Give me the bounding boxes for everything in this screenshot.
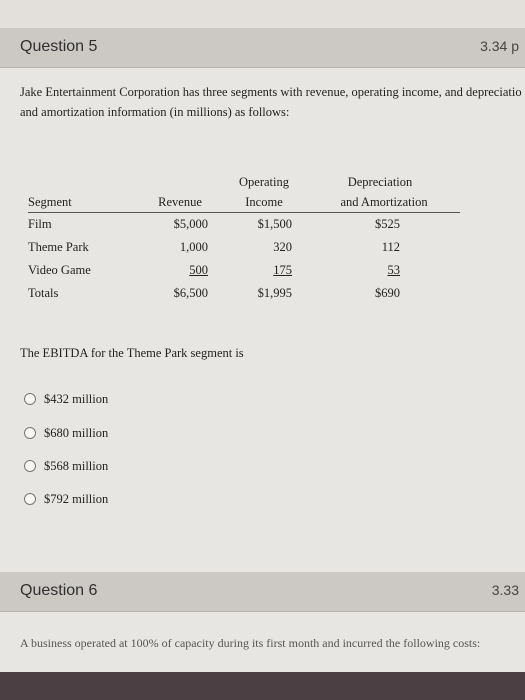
answer-option-4[interactable]: [24, 488, 108, 510]
radio-button[interactable]: [24, 427, 36, 439]
cell-operating-income: 320: [273, 240, 292, 254]
cell-depreciation: 112: [381, 240, 400, 254]
question-5-body: [0, 68, 525, 572]
answer-option-1[interactable]: [24, 388, 108, 410]
question-6-header: [0, 572, 525, 612]
intro-line-2: and amortization information (in millions) as follows:: [20, 105, 290, 119]
radio-button[interactable]: [24, 493, 36, 505]
cell-segment: Film: [28, 217, 52, 231]
bottom-bar: [0, 672, 525, 700]
cell-segment: Totals: [28, 286, 59, 300]
cell-revenue: $6,500: [173, 286, 208, 300]
answer-label: $680 million: [44, 425, 109, 440]
cell-revenue: 500: [189, 263, 208, 277]
cell-operating-income: 175: [273, 263, 292, 277]
cell-revenue: $5,000: [173, 217, 208, 231]
cell-depreciation: $525: [375, 217, 400, 231]
answer-option-3[interactable]: [24, 455, 108, 477]
cell-operating-income: $1,995: [257, 286, 292, 300]
question-title: Question 5: [20, 38, 98, 55]
intro-line-1: Jake Entertainment Corporation has three segments with revenue, operating income, and depreciatio: [20, 85, 522, 99]
answer-label: $792 million: [44, 491, 109, 506]
answer-label: $568 million: [44, 458, 109, 473]
question-6-body: [0, 612, 525, 672]
cell-depreciation: 53: [387, 263, 400, 277]
radio-button[interactable]: [24, 460, 36, 472]
header-segment: Segment: [28, 195, 72, 209]
radio-button[interactable]: [24, 393, 36, 405]
question-points: 3.34 p: [480, 38, 519, 54]
question-prompt: The EBITDA for the Theme Park segment is: [20, 346, 244, 360]
segment-table: Operating Depreciation Segment Revenue Income and Amortization Film $5,000 $1,500 $525 Theme Park 1,000 320 112 Video Game 500 175 53 Totals $6,500 $1,995 $690: [0, 68, 525, 328]
answer-label: $432 million: [44, 391, 109, 406]
question-points: 3.33: [491, 582, 519, 598]
header-rule: [28, 212, 460, 213]
cell-depreciation: $690: [375, 286, 400, 300]
cell-segment: Video Game: [28, 263, 91, 277]
question-title: Question 6: [20, 582, 98, 599]
cell-segment: Theme Park: [28, 240, 89, 254]
cell-revenue: 1,000: [179, 240, 208, 254]
question-prompt: A business operated at 100% of capacity during its first month and incurred the following costs:: [20, 636, 481, 650]
question-5-header: [0, 28, 525, 68]
answer-option-2[interactable]: [24, 422, 108, 444]
cell-operating-income: $1,500: [257, 217, 292, 231]
